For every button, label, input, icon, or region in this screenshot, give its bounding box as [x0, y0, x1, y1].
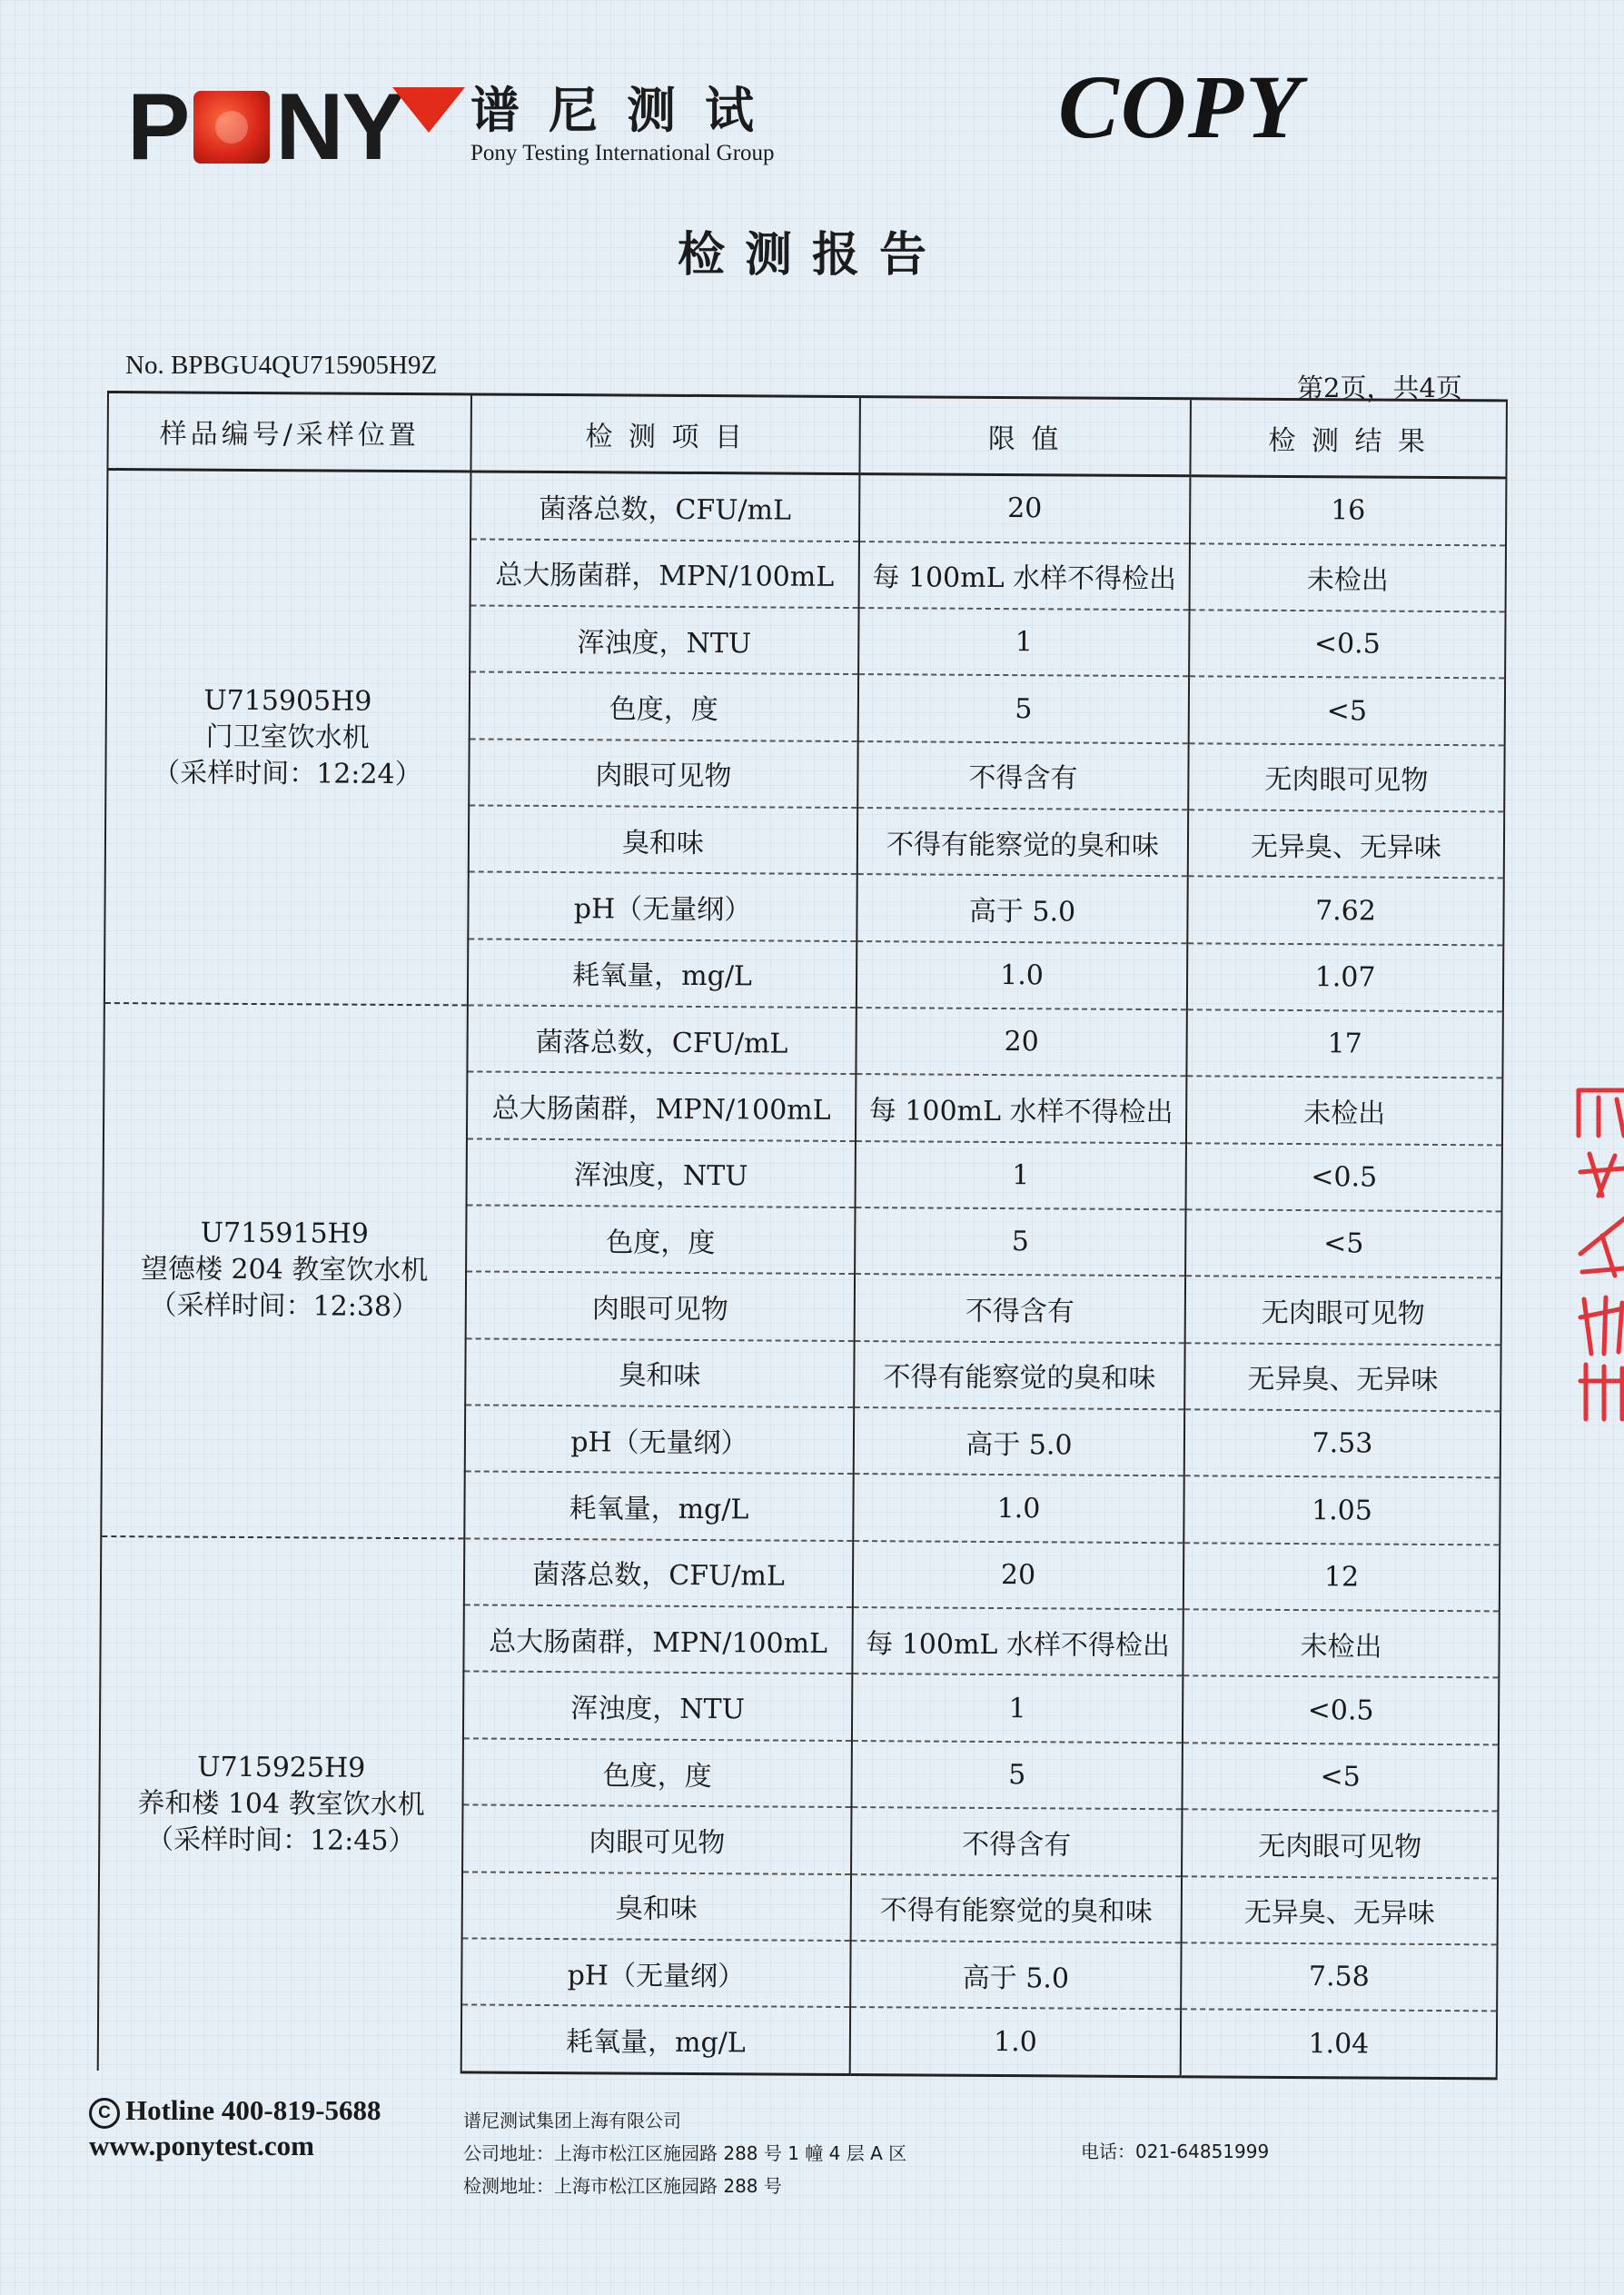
result-cell: 17	[1186, 1009, 1502, 1078]
result-cell: 16	[1190, 476, 1506, 545]
result-cell: 无肉眼可见物	[1185, 1277, 1501, 1345]
limit-cell: 高于 5.0	[857, 874, 1187, 943]
red-seal-fragment-icon	[1571, 1081, 1624, 1426]
item-cell: 耗氧量，mg/L	[461, 2005, 850, 2075]
website-text: www.ponytest.com	[89, 2130, 314, 2161]
logo-english-name: Pony Testing International Group	[470, 140, 775, 165]
item-cell: pH（无量纲）	[461, 1938, 850, 2007]
table-body	[98, 470, 1507, 2079]
sample-line: U715915H9	[200, 1217, 369, 1251]
limit-cell: 5	[855, 1207, 1185, 1277]
limit-cell: 1.0	[857, 941, 1187, 1010]
limit-cell: 5	[851, 1741, 1182, 1810]
result-cell: 无异臭、无异味	[1182, 1876, 1498, 1944]
item-cell: 色度，度	[462, 1738, 851, 1807]
item-cell: 色度，度	[470, 672, 858, 741]
logo-word-right: NY	[275, 75, 403, 180]
limit-cell: 每 100mL 水样不得检出	[852, 1607, 1183, 1676]
result-cell: <5	[1189, 677, 1505, 745]
company-info	[463, 2104, 906, 2202]
table-row	[104, 1003, 1502, 1078]
result-cell: <0.5	[1189, 610, 1505, 678]
limit-cell: 20	[853, 1541, 1183, 1610]
header-result: 检 测 结 果	[1190, 399, 1507, 478]
limit-cell: 不得含有	[855, 1274, 1185, 1343]
hotline-text: Hotline 400-819-5688	[125, 2094, 381, 2126]
limit-cell: 5	[858, 674, 1189, 743]
results-table	[97, 391, 1508, 2080]
limit-cell: 不得含有	[851, 1807, 1182, 1876]
limit-cell: 1	[858, 608, 1189, 677]
header-item: 检 测 项 目	[470, 394, 860, 474]
limit-cell: 高于 5.0	[850, 1941, 1181, 2010]
result-cell: 1.05	[1183, 1476, 1500, 1545]
result-cell: 未检出	[1190, 543, 1506, 611]
sample-cell	[98, 1536, 465, 2072]
result-cell: 7.62	[1187, 877, 1503, 945]
sample-line: 门卫室饮水机	[205, 720, 370, 754]
sample-line: （采样时间：12:24）	[153, 756, 422, 790]
item-cell: 臭和味	[465, 1338, 854, 1407]
result-cell: 12	[1183, 1543, 1500, 1611]
result-cell: 无肉眼可见物	[1188, 743, 1504, 811]
item-cell: pH（无量纲）	[465, 1406, 854, 1475]
pony-logo	[127, 75, 465, 180]
logo-word-left: P	[127, 75, 189, 180]
logo-triangle-icon	[392, 87, 465, 133]
limit-cell: 1.0	[853, 1474, 1183, 1543]
limit-cell: 不得有能察觉的臭和味	[851, 1874, 1182, 1943]
copy-stamp: COPY	[1058, 56, 1303, 157]
sample-line: （采样时间：12:38）	[149, 1289, 420, 1324]
item-cell: 耗氧量，mg/L	[464, 1472, 853, 1541]
item-cell: 菌落总数，CFU/mL	[467, 1005, 856, 1074]
result-cell: 未检出	[1183, 1609, 1499, 1677]
sample-cell	[104, 470, 471, 1006]
result-cell: 1.04	[1181, 2009, 1497, 2078]
logo-red-o-icon	[193, 91, 270, 164]
result-cell: <0.5	[1183, 1676, 1499, 1744]
result-cell: 无肉眼可见物	[1182, 1809, 1498, 1877]
result-cell: <5	[1185, 1209, 1501, 1277]
item-cell: 色度，度	[466, 1206, 855, 1275]
company-name: 谱尼测试集团上海有限公司	[463, 2110, 681, 2131]
item-cell: 总大肠菌群，MPN/100mL	[463, 1605, 852, 1674]
item-cell: 肉眼可见物	[466, 1272, 855, 1341]
item-cell: 总大肠菌群，MPN/100mL	[467, 1072, 856, 1141]
sample-line: U715925H9	[197, 1751, 366, 1784]
limit-cell: 1.0	[850, 2007, 1181, 2077]
item-cell: pH（无量纲）	[468, 872, 857, 941]
item-cell: 肉眼可见物	[462, 1805, 851, 1874]
result-cell: 7.58	[1181, 1942, 1497, 2011]
sample-line: U715905H9	[203, 684, 372, 718]
limit-cell: 每 100mL 水样不得检出	[856, 1074, 1186, 1143]
item-cell: 浑浊度，NTU	[463, 1672, 852, 1741]
item-cell: 浑浊度，NTU	[467, 1138, 856, 1207]
item-cell: 菌落总数，CFU/mL	[470, 472, 859, 541]
logo-chinese-name: 谱尼测试	[470, 82, 783, 139]
company-address: 公司地址：上海市松江区施园路 288 号 1 幢 4 层 A 区	[463, 2142, 907, 2164]
report-number: No. BPBGU4QU715905H9Z	[125, 351, 438, 380]
limit-cell: 不得有能察觉的臭和味	[854, 1341, 1184, 1410]
table-header-row	[107, 392, 1506, 478]
limit-cell: 1	[852, 1674, 1183, 1744]
result-cell: 无异臭、无异味	[1188, 810, 1504, 878]
limit-cell: 每 100mL 水样不得检出	[859, 541, 1190, 611]
copyright-c-icon: C	[89, 2098, 120, 2129]
item-cell: 浑浊度，NTU	[470, 605, 858, 674]
table-row	[101, 1536, 1500, 1612]
result-cell: 1.07	[1187, 943, 1503, 1011]
page-info: 第2页，共4页	[1297, 373, 1462, 403]
hotline-block	[89, 2093, 381, 2163]
limit-cell: 不得有能察觉的臭和味	[857, 808, 1188, 877]
item-cell: 总大肠菌群，MPN/100mL	[470, 539, 859, 608]
limit-cell: 高于 5.0	[854, 1407, 1184, 1476]
result-cell: <0.5	[1186, 1143, 1502, 1211]
limit-cell: 1	[856, 1141, 1186, 1210]
header-limit: 限 值	[859, 397, 1191, 476]
result-cell: <5	[1182, 1743, 1498, 1811]
limit-cell: 不得含有	[857, 741, 1188, 810]
sample-line: （采样时间：12:45）	[145, 1823, 416, 1858]
limit-cell: 20	[859, 474, 1190, 543]
result-cell: 7.53	[1184, 1409, 1500, 1477]
table-row	[107, 470, 1506, 546]
sample-line: 望德楼 204 教室饮水机	[140, 1253, 429, 1287]
phone-number: 电话：021-64851999	[1081, 2141, 1270, 2162]
item-cell: 耗氧量，mg/L	[468, 939, 857, 1008]
limit-cell: 20	[856, 1008, 1186, 1077]
header-sample: 样品编号/采样位置	[107, 392, 471, 472]
document-title: 检测报告	[677, 228, 946, 283]
item-cell: 臭和味	[469, 805, 857, 874]
test-address: 检测地址：上海市松江区施园路 288 号	[463, 2175, 782, 2197]
item-cell: 肉眼可见物	[469, 739, 857, 808]
sample-cell	[101, 1003, 468, 1538]
sample-line: 养和楼 104 教室饮水机	[137, 1787, 425, 1822]
result-cell: 未检出	[1186, 1077, 1502, 1145]
item-cell: 臭和味	[462, 1872, 851, 1941]
result-cell: 无异臭、无异味	[1184, 1343, 1500, 1411]
item-cell: 菌落总数，CFU/mL	[464, 1538, 853, 1607]
